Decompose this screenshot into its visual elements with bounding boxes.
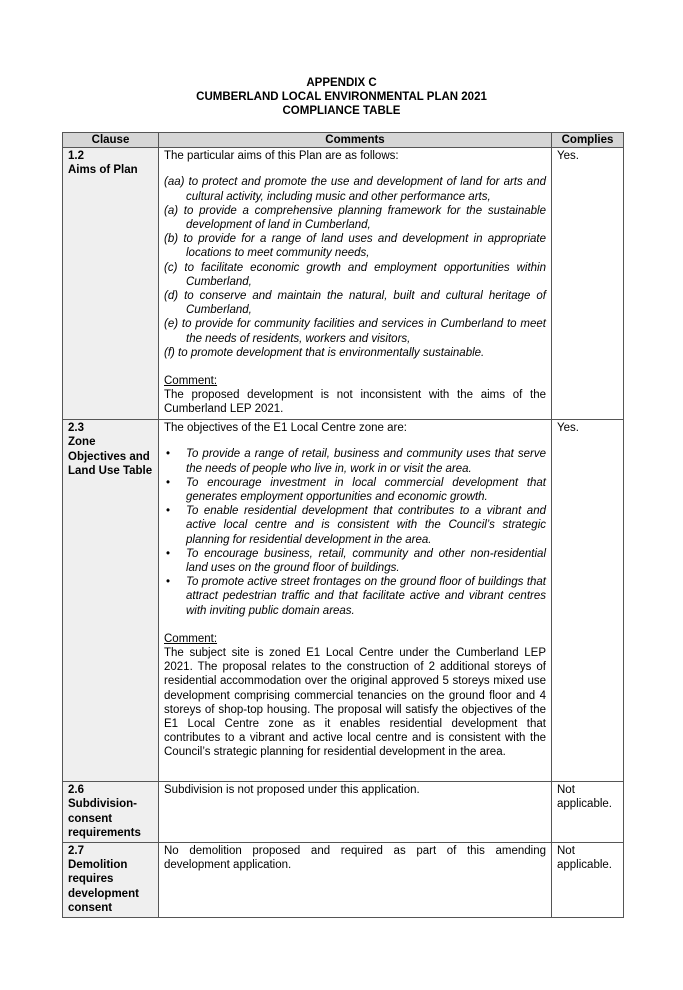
appendix-title: APPENDIX C xyxy=(306,77,377,89)
list-item: (aa) to protect and promote the use and development of land for arts and cultural activity, including music and other performance arts, xyxy=(164,176,546,203)
clause-number: 2.3 xyxy=(68,422,84,435)
list-item: (a) to provide a comprehensive planning framework for the sustainable development of land in Cumberland, xyxy=(164,204,546,232)
aims-intro: The particular aims of this Plan are as follows: xyxy=(164,150,399,163)
column-header-complies: Complies xyxy=(552,133,624,148)
clause-title: Aims of Plan xyxy=(68,164,138,177)
objectives-intro: The objectives of the E1 Local Centre zone are: xyxy=(164,422,407,435)
list-item: (e) to provide for community facilities and services in Cumberland to meet the needs of residents, workers and visitors, xyxy=(164,318,546,345)
compliance-table xyxy=(62,132,624,918)
list-item: (b) to provide for a range of land uses and development in appropriate locations to meet community needs, xyxy=(164,233,546,260)
document-header xyxy=(0,76,683,118)
clause-cell xyxy=(63,148,159,420)
clause-title: Zone Objectives and Land Use Table xyxy=(68,436,153,477)
list-item: • To encourage investment in local commercial development that generates employment opportunities and economic growth. xyxy=(164,476,546,504)
aims-list xyxy=(164,175,546,360)
comment-label: Comment: xyxy=(164,375,218,388)
table-header-row xyxy=(63,133,624,148)
list-item: • To provide a range of retail, business and community uses that serve the needs of people who live in, work in or visit the area. xyxy=(164,447,546,475)
comment-text: The subject site is zoned E1 Local Centre under the Cumberland LEP 2021. The proposal relates to the construction of 2 additional storeys of residential accommodation over the original approved 5 storeys mixed use development comprising commercial tenancies on the ground floor and 4 storeys of shop-top housing. The proposal will satisfy the objectives of the E1 Local Centre zone as it enables residential development that contributes to a vibrant and active local centre and is consistent with the Council’s strategic planning for residential development in the area. xyxy=(164,647,546,759)
objectives-list xyxy=(164,447,546,617)
clause-number: 1.2 xyxy=(68,150,84,163)
table-row xyxy=(63,420,624,782)
complies-cell: Not applicable. xyxy=(552,782,624,843)
plan-title: CUMBERLAND LOCAL ENVIRONMENTAL PLAN 2021 xyxy=(196,91,487,103)
list-item: • To enable residential development that contributes to a vibrant and active local centre and is consistent with the Council’s strategic planning for residential development in the area. xyxy=(164,504,546,547)
comments-cell xyxy=(159,420,552,782)
clause-cell xyxy=(63,843,159,918)
clause-number: 2.7 xyxy=(68,845,84,858)
table-row xyxy=(63,782,624,843)
table-title: COMPLIANCE TABLE xyxy=(282,105,401,117)
table-row xyxy=(63,843,624,918)
clause-title: Demolition requires development consent xyxy=(68,859,139,914)
list-item: (c) to facilitate economic growth and employment opportunities within Cumberland, xyxy=(164,261,546,288)
comments-cell: No demolition proposed and required as part of this amending development application. xyxy=(159,843,552,918)
comments-cell: Subdivision is not proposed under this application. xyxy=(159,782,552,843)
complies-cell: Not applicable. xyxy=(552,843,624,918)
comment-label: Comment: xyxy=(164,632,218,645)
clause-cell xyxy=(63,782,159,843)
list-item: • To promote active street frontages on the ground floor of buildings that attract pedestrian traffic and that facilitate active and vibrant centres with inviting public domain areas. xyxy=(164,575,546,618)
list-item: • To encourage business, retail, community and other non-residential land uses on the ground floor of buildings. xyxy=(164,547,546,575)
clause-title: Subdivision-consent requirements xyxy=(68,798,141,839)
comment-text: The proposed development is not inconsistent with the aims of the Cumberland LEP 2021. xyxy=(164,389,546,416)
clause-number: 2.6 xyxy=(68,784,84,797)
complies-cell: Yes. xyxy=(552,148,624,420)
complies-cell: Yes. xyxy=(552,420,624,782)
column-header-clause: Clause xyxy=(63,133,159,148)
column-header-comments: Comments xyxy=(159,133,552,148)
clause-cell xyxy=(63,420,159,782)
list-item: (f) to promote development that is environmentally sustainable. xyxy=(164,346,485,359)
list-item: (d) to conserve and maintain the natural, built and cultural heritage of Cumberland, xyxy=(164,290,546,317)
table-row xyxy=(63,148,624,420)
comments-cell xyxy=(159,148,552,420)
